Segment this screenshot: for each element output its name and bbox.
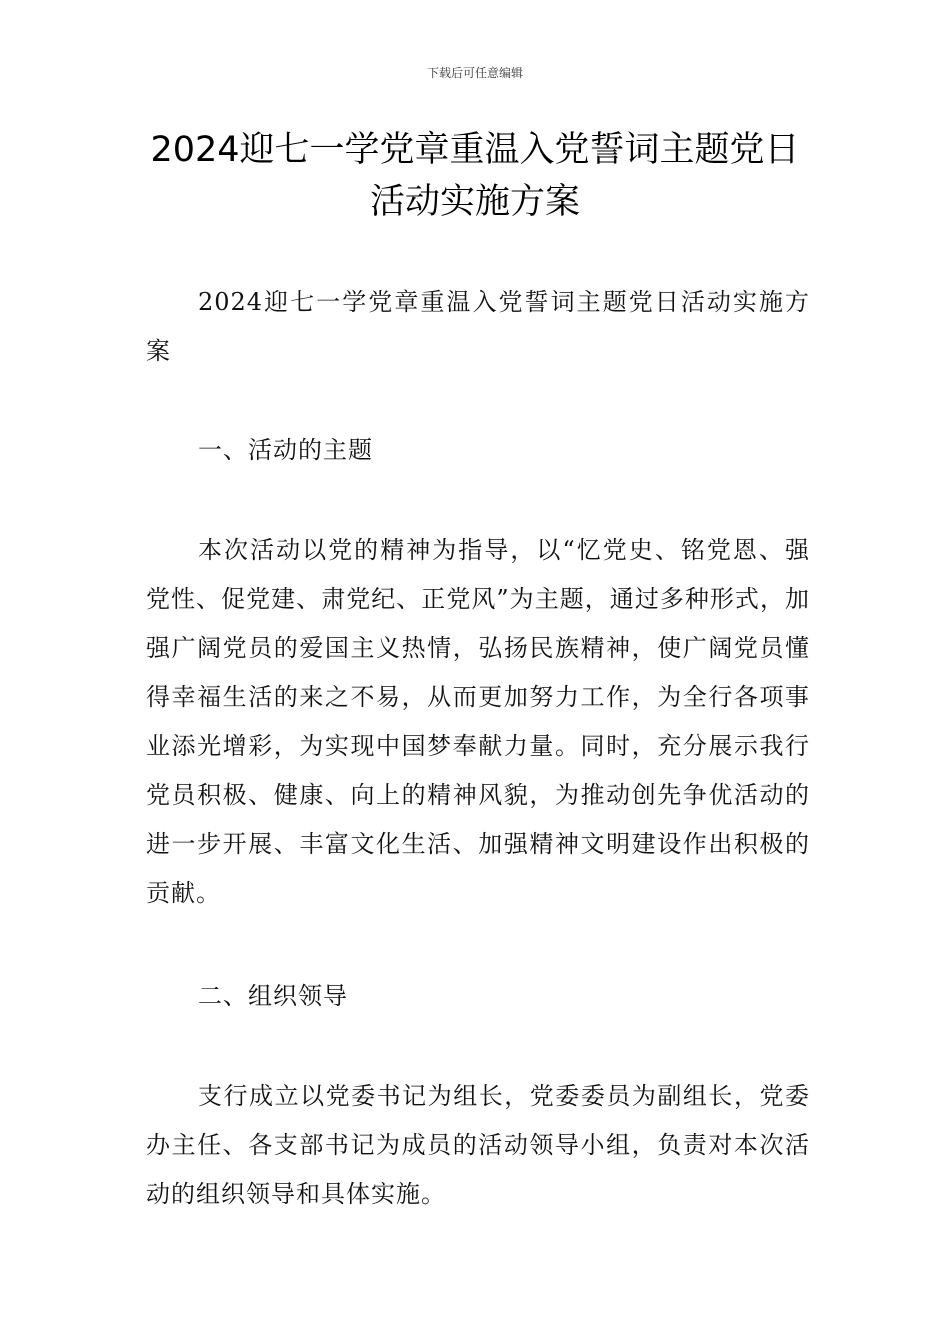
section-heading-2: 二、组织领导 — [198, 982, 348, 1010]
title-line-2: 活动实施方案 — [369, 182, 580, 222]
document-title — [120, 124, 830, 228]
intro-paragraph: 2024迎七一学党章重温入党誓词主题党日活动实施方案 — [146, 288, 810, 365]
title-line-1: 2024迎七一学党章重温入党誓词主题党日 — [150, 130, 800, 170]
section-body-2: 支行成立以党委书记为组长，党委委员为副组长，党委办主任、各支部书记为成员的活动领导小组，负责对本次活动的组织领导和具体实施。 — [146, 1082, 810, 1208]
section-body-1: 本次活动以党的精神为指导，以“忆党史、铭党恩、强党性、促党建、肃党纪、正党风”为主题，通过多种形式，加强广阔党员的爱国主义热情，弘扬民族精神，使广阔党员懂得幸福生活的来之不易，从而更加努力工作，为全行各项事业添光增彩，为实现中国梦奉献力量。同时，充分展示我行党员积极、健康、向上的精神风貌，为推动创先争优活动的进一步开展、丰富文化生活、加强精神文明建设作出积极的贡献。 — [146, 536, 810, 907]
section-heading-1: 一、活动的主题 — [198, 436, 373, 464]
header-note: 下载后可任意编辑 — [426, 66, 523, 80]
